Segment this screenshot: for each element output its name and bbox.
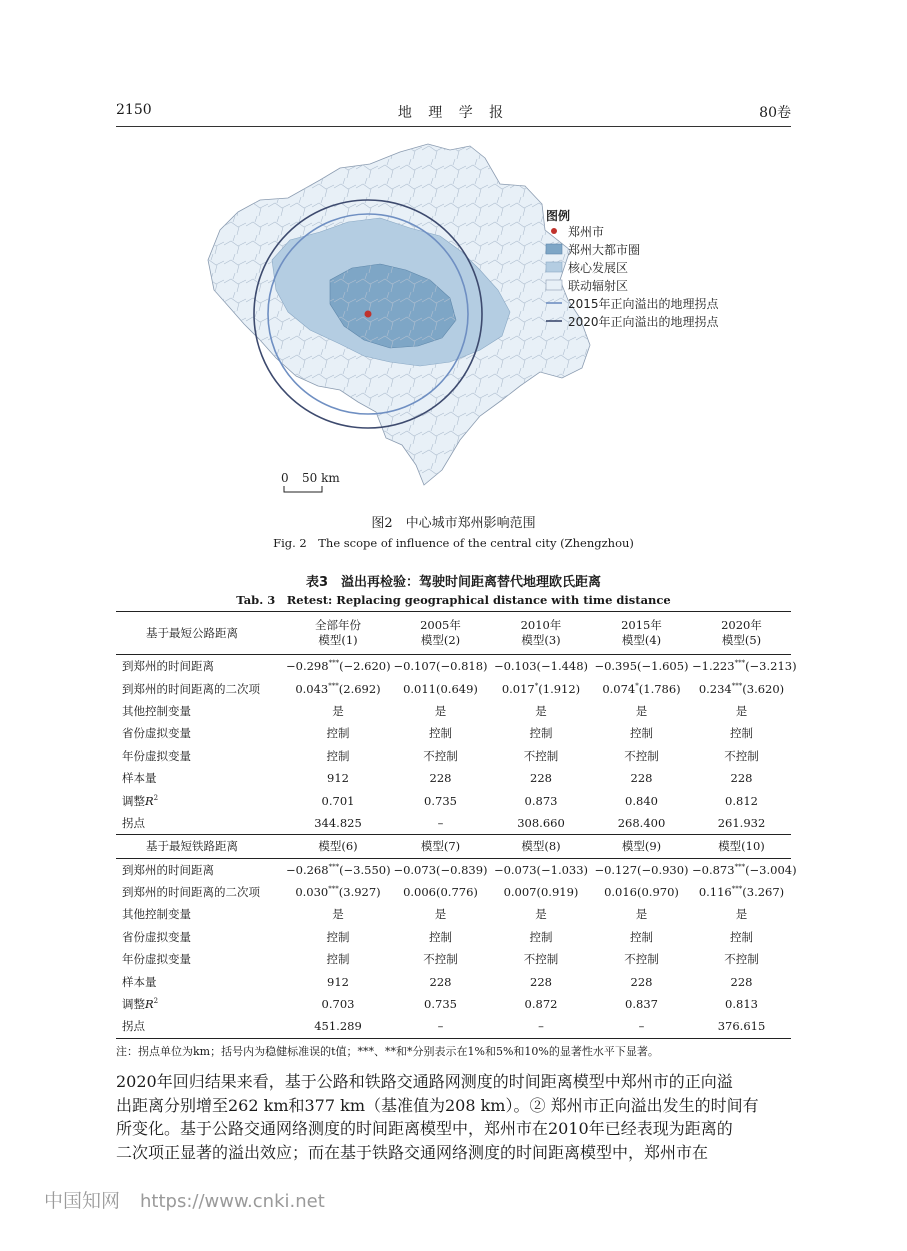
watermark-brand: 中国知网 [44,1190,121,1212]
row-label: 到郑州的时间距离的二次项 [122,885,260,900]
table-cell: – [390,1015,491,1038]
table-caption-en: Tab. 3 Retest: Replacing geographical distance with time distance [236,593,671,607]
table-cell: 控制 [326,748,350,763]
table-row [116,1015,791,1038]
table-cell: 0.030***(3.927) [295,885,381,900]
table-cell: 0.006(0.776) [403,885,478,900]
table-cell: 不控制 [523,748,559,763]
table-row [116,926,791,948]
column-header: 模型(6) [286,835,390,858]
table-cell: 是 [434,907,447,922]
table-row [116,655,791,678]
legend-swatch-radiation [546,280,562,290]
table-cell: 不控制 [423,952,458,967]
table-header-rail [116,835,791,858]
table-cell: 不控制 [724,748,759,763]
table-cell: 控制 [529,929,553,944]
table-cell: 0.840 [625,793,658,808]
table-row [116,722,791,744]
table-cell: 不控制 [423,748,458,763]
table-cell: 不控制 [624,748,659,763]
row-label: 到郑州的时间距离的二次项 [122,681,260,696]
row-label: 样本量 [122,974,157,989]
scale-zero: 0 [281,471,289,485]
table-cell: 0.872 [524,997,558,1012]
legend-item-2015: 2015年正向溢出的地理拐点 [568,297,719,311]
table-row [116,677,791,699]
table-row [116,881,791,903]
table-row [116,903,791,925]
table-cell: 0.735 [424,997,457,1012]
table-cell: 控制 [529,726,553,741]
table-cell: 0.116***(3.267) [698,885,785,900]
row-label: 省份虚拟变量 [122,929,191,944]
table-row [116,948,791,970]
table-cell: 是 [535,907,547,922]
table-cell: 0.011(0.649) [403,681,478,696]
table-cell: 0.735 [424,793,457,808]
table-cell: 控制 [730,726,753,741]
cnki-watermark [44,1186,325,1213]
table-cell: 308.660 [517,815,565,830]
legend-item-2020: 2020年正向溢出的地理拐点 [568,315,719,329]
table-cell: 控制 [326,952,350,967]
body-line: 所变化。基于公路交通网络测度的时间距离模型中，郑州市在2010年已经表现为距离的 [116,1119,733,1138]
table-cell: 不控制 [724,952,759,967]
table-cell: 是 [635,703,648,718]
row-label: 其他控制变量 [122,703,191,718]
table-cell: 228 [630,771,653,786]
column-header: 2015年 模型(4) [591,612,692,655]
row-label: 到郑州的时间距离 [122,659,214,674]
figure-caption-en: Fig. 2 The scope of influence of the central city (Zhengzhou) [273,536,634,550]
table-cell: 控制 [730,929,753,944]
map-legend [546,208,720,329]
table-row [116,858,791,881]
zhengzhou-point [365,311,372,318]
table-cell: −0.873***(−3.004) [692,862,797,877]
table-cell: −0.298***(−2.620) [286,659,391,674]
table-cell: 228 [730,771,753,786]
table-cell: 是 [735,907,748,922]
page-number: 2150 [116,102,152,118]
table-note: 注：拐点单位为km；括号内为稳健标准误的t值；***、**和*分别表示在1%和5%和10%的显著性水平下显著。 [116,1045,659,1058]
table-cell: −0.107(−0.818) [393,659,488,674]
volume-label: 80卷 [759,105,791,121]
regression-table [116,611,797,1039]
influence-map-figure [180,140,740,500]
table-cell: 344.825 [314,815,362,830]
table-cell: 912 [327,771,349,786]
legend-swatch-metro [546,244,562,254]
column-header: 全部年份 模型(1) [286,612,390,655]
table-cell: 228 [530,771,552,786]
scale-bar [281,471,340,492]
row-label: 省份虚拟变量 [122,726,191,741]
table-cell: 是 [332,703,344,718]
table-cell: 0.837 [625,997,658,1012]
table-cell: −1.223***(−3.213) [692,659,797,674]
table-cell: −0.073(−1.033) [493,862,589,877]
table-cell: 228 [429,771,452,786]
table-cell: – [437,815,444,830]
table-cell: 0.703 [321,997,355,1012]
table-cell: 0.812 [725,793,758,808]
table-cell: 261.932 [717,815,766,830]
table-cell: 0.016(0.970) [604,885,679,900]
table-cell: 控制 [630,929,653,944]
table-cell: 912 [327,974,349,989]
body-line: 出距离分别增至262 km和377 km（基准值为208 km）。② 郑州市正向溢出发生的时间有 [116,1095,759,1115]
column-header: 模型(8) [491,835,591,858]
legend-dot-icon [551,228,557,234]
table-row [116,767,791,789]
table-cell: 控制 [326,929,350,944]
row-label: 年份虚拟变量 [122,952,191,967]
row-label: 拐点 [122,815,145,830]
legend-swatch-core [546,262,562,272]
table-row [116,812,791,835]
table-cell: 376.615 [692,1015,791,1038]
table-cell: 0.813 [725,997,758,1012]
row-label: 基于最短铁路距离 [116,835,286,858]
row-label: 年份虚拟变量 [122,748,191,763]
table-cell: 不控制 [523,952,559,967]
table-header-road [116,612,791,655]
table-cell: 是 [434,703,447,718]
table-cell: 228 [530,974,552,989]
table-cell: 228 [429,974,452,989]
table-cell: 控制 [630,726,653,741]
page-header [116,100,791,127]
table-cell: 0.017*(1.912) [501,681,581,696]
table-cell: 0.007(0.919) [503,885,579,900]
table-cell: 是 [735,703,748,718]
journal-title: 地 理 学 报 [397,105,510,121]
legend-item-metro: 郑州大都市圈 [568,243,641,257]
influence-map [180,140,740,500]
scale-label: 50 km [302,471,340,485]
column-header: 模型(9) [591,835,692,858]
table-cell: 控制 [429,929,452,944]
table-cell: 是 [635,907,648,922]
table-cell: 0.043***(2.692) [295,681,381,696]
table-cell: 控制 [326,726,350,741]
table-cell: 不控制 [624,952,659,967]
legend-item-radiation: 联动辐射区 [568,279,629,293]
watermark-url[interactable]: https://www.cnki.net [140,1191,325,1212]
column-header: 模型(10) [692,835,791,858]
table-cell: – [491,1015,591,1038]
body-text [116,1070,796,1164]
body-line: 2020年回归结果来看，基于公路和铁路交通路网测度的时间距离模型中郑州市的正向溢 [116,1072,733,1091]
row-label: 拐点 [116,1015,286,1038]
table-cell: 0.701 [321,793,355,808]
column-header: 2020年 模型(5) [692,612,791,655]
table-row [116,970,791,992]
table-row [116,789,791,811]
table-cell: −0.127(−0.930) [594,862,689,877]
table-row [116,700,791,722]
table-cell: 0.074*(1.786) [602,681,681,696]
table-cell: 是 [332,907,344,922]
column-header: 模型(7) [390,835,491,858]
table-cell: −0.103(−1.448) [493,659,589,674]
table-caption-zh: 表3 溢出再检验：驾驶时间距离替代地理欧氏距离 [305,575,602,590]
table-row [116,745,791,767]
table-cell: 是 [535,703,547,718]
table-cell: −0.395(−1.605) [594,659,689,674]
table-cell: 228 [630,974,653,989]
figure-caption-zh: 图2 中心城市郑州影响范围 [371,516,536,531]
row-label: 其他控制变量 [122,907,191,922]
table-cell: – [591,1015,692,1038]
table-cell: 451.289 [286,1015,390,1038]
row-label: 调整$R^2$ [122,997,159,1012]
table-cell: 228 [730,974,753,989]
table-cell: −0.268***(−3.550) [286,862,391,877]
table-cell: 0.234***(3.620) [698,681,785,696]
legend-item-core: 核心发展区 [568,261,629,275]
legend-item-zhengzhou: 郑州市 [568,225,605,239]
legend-title: 图例 [546,209,571,223]
column-header: 2005年 模型(2) [390,612,491,655]
body-line: 二次项正显著的溢出效应；而在基于铁路交通网络测度的时间距离模型中，郑州市在 [116,1142,709,1162]
table-cell: 0.873 [524,793,558,808]
table-cell: −0.073(−0.839) [393,862,488,877]
row-label: 到郑州的时间距离 [122,862,214,877]
row-label: 基于最短公路距离 [116,612,286,655]
table-row [116,993,791,1015]
column-header: 2010年 模型(3) [491,612,591,655]
table-cell: 268.400 [617,815,666,830]
row-label: 调整$R^2$ [122,793,159,808]
row-label: 样本量 [122,771,157,786]
table-cell: 控制 [429,726,452,741]
